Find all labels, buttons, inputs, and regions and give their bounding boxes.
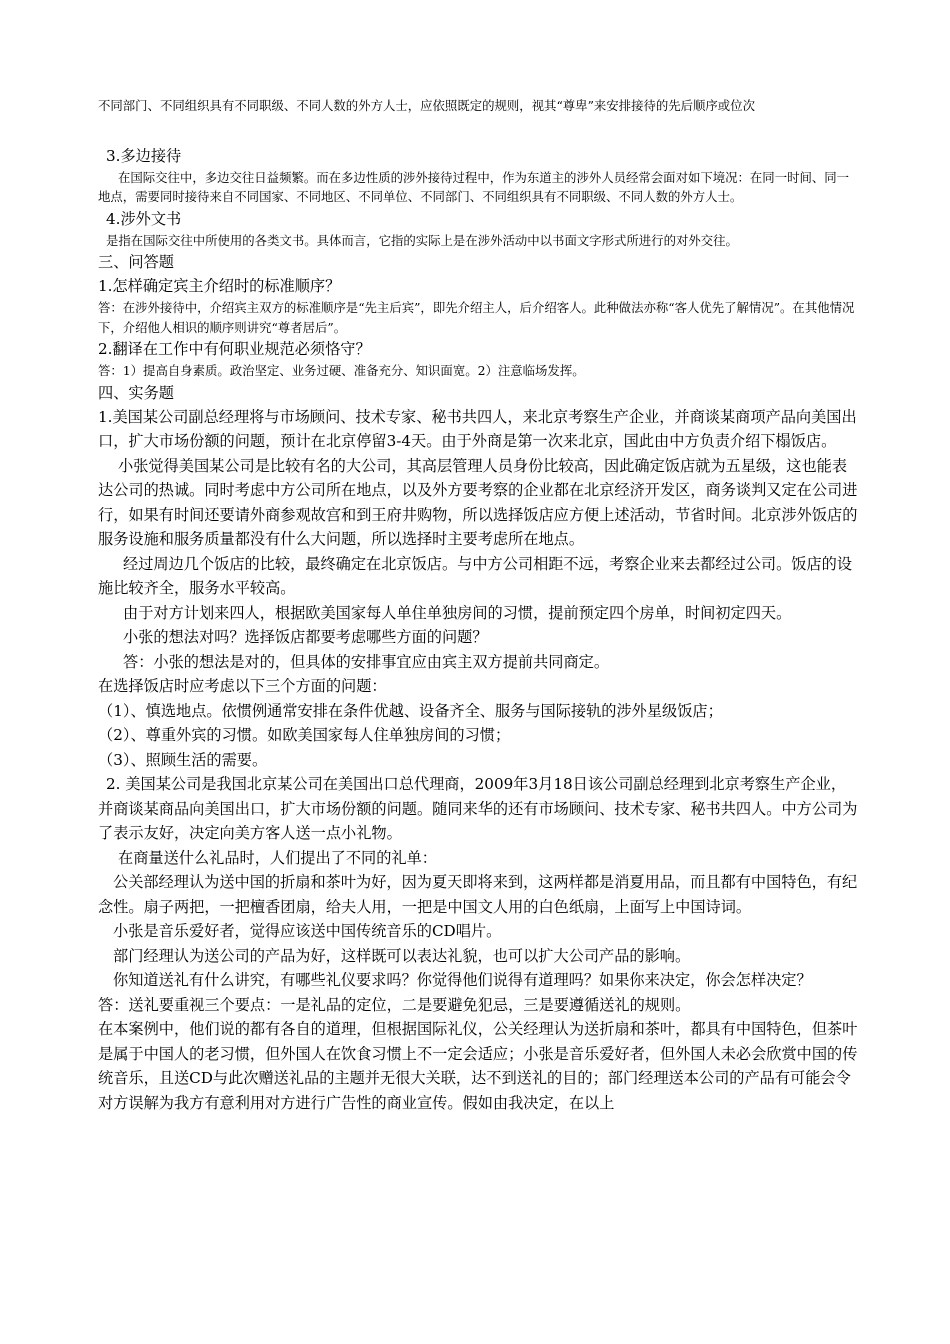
intro-paragraph: 不同部门、不同组织具有不同职级、不同人数的外方人士，应依照既定的规则，视其“尊卑”来安排接待的先后顺序或位次 [98, 98, 755, 113]
case1-paragraph-4: 由于对方计划来四人，根据欧美国家每人单住单独房间的习惯，提前预定四个房单，时间初定四天。 [123, 603, 792, 622]
question-2: 2.翻译在工作中有何职业规范必须恪守？ [98, 340, 371, 358]
spacer [98, 116, 858, 144]
case1-point-2: （2）、尊重外宾的习惯。如欧美国家每人住单独房间的习惯； [98, 726, 511, 744]
case1-paragraph-3: 经过周边几个饭店的比较，最终确定在北京饭店。与中方公司相距不远，考察企业来去都经过公司。饭店的设施比较齐全，服务水平较高。 [98, 554, 852, 597]
foreign-documents-paragraph: 是指在国际交往中所使用的各类文书。具体而言，它指的实际上是在涉外活动中以书面文字形式所进行的对外交往。 [106, 232, 738, 248]
case1-paragraph-1: 1.美国某公司副总经理将与市场顾问、技术专家、秘书共四人，来北京考察生产企业，并商谈某商项产品向美国出口，扩大市场份额的问题，预计在北京停留3-4天。由于外商是第一次来北京，国此由中方负责介绍下榻饭店。 [98, 407, 857, 450]
case1-answer-intro: 在选择饭店时应考虑以下三个方面的问题： [98, 677, 387, 695]
case1-question: 小张的想法对吗？选择饭店都要考虑哪些方面的问题？ [123, 628, 488, 646]
heading-multilateral-reception: 3.多边接待 [106, 146, 182, 165]
case2-paragraph-3: 公关部经理认为送中国的折扇和茶叶为好，因为夏天即将来到，这两样都是消夏用品，而且都有中国特色，有纪念性。扇子两把，一把檀香团扇，给夫人用，一把是中国文人用的白色纸扇，上面写上中国诗词。 [98, 873, 858, 916]
case1-point-1: （1）、慎选地点。依惯例通常安排在条件优越、设备齐全、服务与国际接轨的涉外星级饭店； [98, 701, 723, 720]
question-1: 1.怎样确定宾主介绍时的标准顺序？ [98, 277, 341, 295]
case2-paragraph-2: 在商量送什么礼品时，人们提出了不同的礼单： [118, 848, 437, 867]
case1-paragraph-2: 小张觉得美国某公司是比较有名的大公司，其高层管理人员身份比较高，因此确定饭店就为五星级，这也能表达公司的热诚。同时考虑中方公司所在地点，以及外方要考察的企业都在北京经济开发区，商务谈判又定在公司进行，如果有时间还要请外商参观故宫和到王府井购物，所以选择饭店应方便上述活动，节省时间。北京涉外饭店的服务设施和服务质量都没有什么大问题，所以选择时主要考虑所在地点。 [98, 456, 858, 548]
multilateral-reception-paragraph: 在国际交往中，多边交往日益频繁。而在多边性质的涉外接待过程中，作为东道主的涉外人员经常会面对如下境况：在同一时间、同一地点，需要同时接待来自不同国家、不同地区、不同单位、不同部门、不同组织具有不同职级、不同人数的外方人士。 [98, 169, 850, 204]
case2-question: 你知道送礼有什么讲究，有哪些礼仪要求吗？你觉得他们说得有道理吗？如果你来决定，你会怎样决定？ [113, 971, 812, 989]
section-qa-heading: 三、问答题 [98, 253, 174, 271]
answer-1: 答：在涉外接待中，介绍宾主双方的标准顺序是“先主后宾”，即先介绍主人，后介绍客人。此种做法亦称“客人优先了解情况”。在其他情况下，介绍他人相识的顺序则讲究“尊者居后”。 [98, 300, 855, 335]
case2-paragraph-1: 2. 美国某公司是我国北京某公司在美国出口总代理商，2009年3月18日该公司副总经理到北京考察生产企业，并商谈某商品向美国出口，扩大市场份额的问题。随同来华的还有市场顾问、技术专家、秘书共四人。中方公司为了表示友好，决定向美方客人送一点小礼物。 [98, 775, 858, 842]
answer-2: 答：1）提高自身素质。政治坚定、业务过硬、准备充分、知识面宽。2）注意临场发挥。 [98, 363, 585, 378]
case1-answer: 答：小张的想法是对的，但具体的安排事宜应由宾主双方提前共同商定。 [123, 652, 609, 671]
case2-analysis: 在本案例中，他们说的都有各自的道理，但根据国际礼仪，公关经理认为送折扇和茶叶，都具有中国特色，但茶叶是属于中国人的老习惯，但外国人在饮食习惯上不一定会适应；小张是音乐爱好者，但外国人未必会欣赏中国的传统音乐，且送CD与此次赠送礼品的主题并无很大关联，达不到送礼的目的；部门经理送本公司的产品有可能会令对方误解为我方有意利用对方进行广告性的商业宣传。假如由我决定，在以上 [98, 1020, 858, 1112]
document-page [98, 96, 858, 1115]
case2-paragraph-4: 小张是音乐爱好者，觉得应该送中国传统音乐的CD唱片。 [113, 922, 502, 940]
section-practice-heading: 四、实务题 [98, 383, 174, 402]
case2-answer: 答：送礼要重视三个要点：一是礼品的定位，二是要避免犯忌，三是要遵循送礼的规则。 [98, 995, 691, 1014]
heading-foreign-documents: 4.涉外文书 [106, 209, 182, 228]
case2-paragraph-5: 部门经理认为送公司的产品为好，这样既可以表达礼貌，也可以扩大公司产品的影响。 [113, 946, 691, 965]
case1-point-3: （3）、照顾生活的需要。 [98, 750, 268, 769]
